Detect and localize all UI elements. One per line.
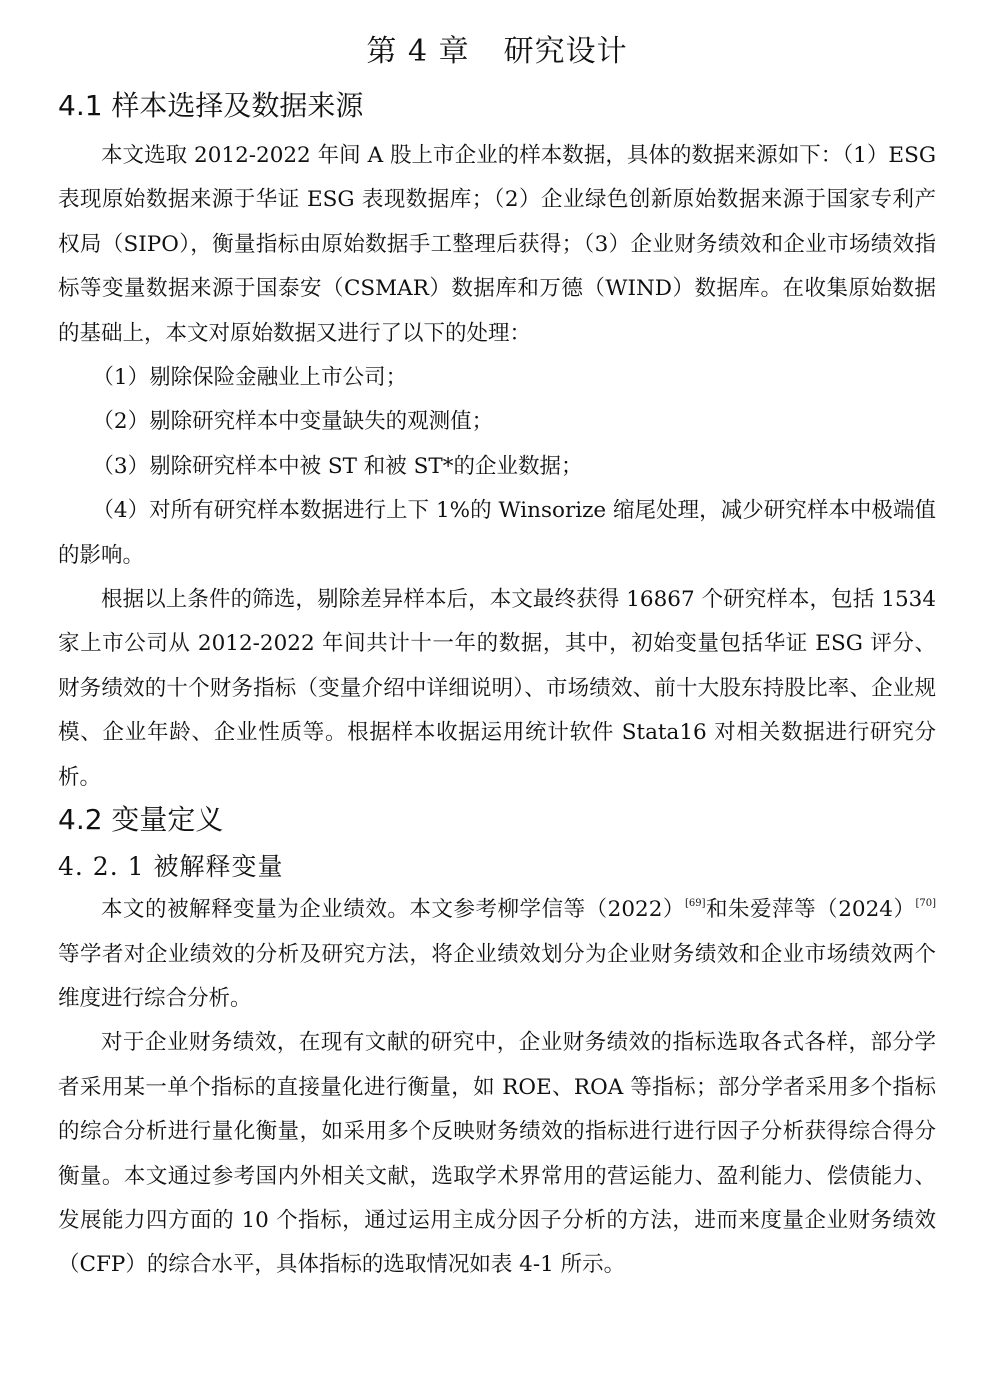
- section-heading-4-2: 4.2 变量定义: [58, 803, 224, 837]
- citation-70: [70]: [915, 898, 937, 910]
- list-item: （2）剔除研究样本中变量缺失的观测值；: [92, 409, 494, 435]
- section-heading-4-1: 4.1 样本选择及数据来源: [58, 89, 364, 122]
- list-item: （4）对所有研究样本数据进行上下 1%的 Winsorize 缩尾处理，减少研究样本中极端值的影响。: [58, 498, 936, 568]
- paragraph-text: 本文的被解释变量为企业绩效。本文参考柳学信等（2022）: [101, 897, 685, 923]
- page-content: [58, 30, 936, 1288]
- paragraph-financial-performance: 对于企业财务绩效，在现有文献的研究中，企业财务绩效的指标选取各式各样，部分学者采用某一单个指标的直接量化进行衡量，如 ROE、ROA 等指标；部分学者采用多个指标的综合分析进行量化衡量，如采用多个反映财务绩效的指标进行进行因子分析获得综合得分衡量。本文通过参考国内外相关文献，选取学术界常用的营运能力、盈利能力、偿债能力、发展能力四方面的 10 个指标，通过运用主成分因子分析的方法，进而来度量企业财务绩效（CFP）的综合水平，具体指标的选取情况如表 4-1 所示。: [58, 1030, 936, 1278]
- citation-69: [69]: [684, 898, 706, 910]
- chapter-title: [58, 30, 936, 74]
- list-item: （3）剔除研究样本中被 ST 和被 ST*的企业数据；: [92, 453, 583, 479]
- list-item: （1）剔除保险金融业上市公司；: [92, 365, 408, 391]
- paragraph-dependent-variable: [58, 888, 936, 1021]
- paragraph-text: 等学者对企业绩效的分析及研究方法，将企业绩效划分为企业财务绩效和企业市场绩效两个维度进行综合分析。: [58, 941, 936, 1011]
- chapter-number: 第 4 章: [366, 34, 470, 69]
- paragraph-text: 和朱爱萍等（2024）: [705, 897, 916, 923]
- paragraph-data-sources: 本文选取 2012-2022 年间 A 股上市企业的样本数据，具体的数据来源如下：（1）ESG 表现原始数据来源于华证 ESG 表现数据库；（2）企业绿色创新原始数据来源于国家专利产权局（SIPO），衡量指标由原始数据手工整理后获得；（3）企业财务绩效和企业市场绩效指标等变量数据来源于国泰安（CSMAR）数据库和万德（WIND）数据库。在收集原始数据的基础上，本文对原始数据又进行了以下的处理：: [58, 143, 936, 346]
- paragraph-sample-summary: 根据以上条件的筛选，剔除差异样本后，本文最终获得 16867 个研究样本，包括 1534 家上市公司从 2012-2022 年间共计十一年的数据，其中，初始变量包括华证 ESG 评分、财务绩效的十个财务指标（变量介绍中详细说明）、市场绩效、前十大股东持股比率、企业规模、企业年龄、企业性质等。根据样本收据运用统计软件 Stata16 对相关数据进行研究分析。: [58, 587, 936, 790]
- chapter-title-text: 研究设计: [503, 34, 628, 69]
- subsection-heading-4-2-1: 4. 2. 1 被解释变量: [58, 852, 284, 882]
